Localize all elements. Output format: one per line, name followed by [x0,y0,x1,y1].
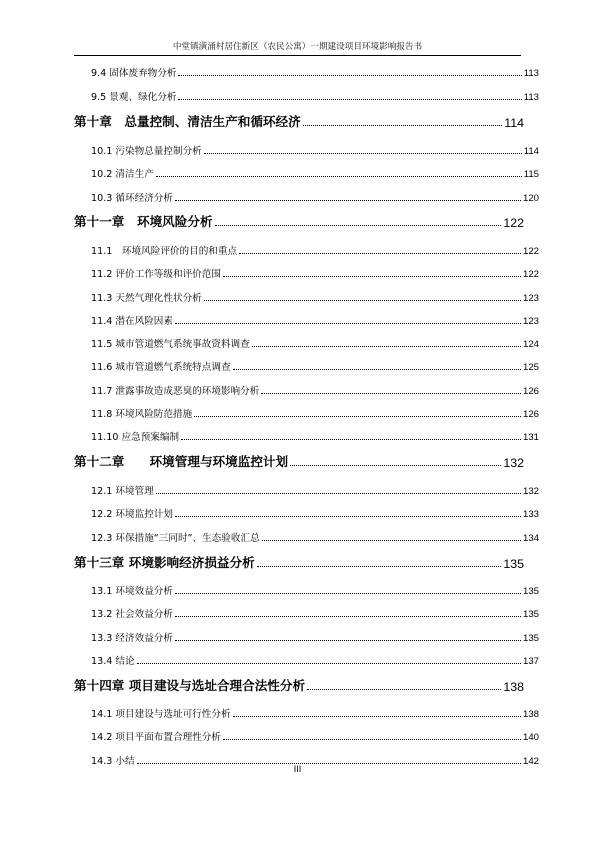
toc-entry-title: 11.3 天然气理化性状分析 [91,293,202,304]
dot-leader [156,176,522,177]
toc-entry-title: 11.5 城市管道燃气系统事故资料调查 [91,339,250,350]
dot-leader [175,616,521,617]
toc-section-entry[interactable] [91,166,539,180]
toc-page-number: 131 [522,432,539,443]
dot-leader [252,346,521,347]
toc-entry-title: 11.8 环境风险防范措施 [91,409,193,420]
toc-page-number: 135 [503,557,524,571]
toc-entry-title: 11.1 环境风险评价的目的和重点 [91,246,238,257]
dot-leader [233,716,521,717]
toc-section-entry[interactable] [91,290,539,304]
toc-entry-title: 11.7 泄露事故造成恶臭的环境影响分析 [91,386,260,397]
toc-section-entry[interactable] [91,336,539,350]
toc-entry-title: 11.4 潜在风险因素 [91,316,173,327]
toc-page-number: 113 [523,92,539,103]
toc-page-number: 135 [522,609,539,620]
toc-page-number: 135 [522,586,539,597]
dot-leader [178,99,521,100]
toc-section-entry[interactable] [91,729,539,743]
dot-leader [233,369,521,370]
toc-section-entry[interactable] [91,583,539,597]
dot-leader [261,393,521,394]
toc-page-number: 122 [522,246,539,257]
toc-entry-title: 12.2 环境监控计划 [91,509,173,520]
dot-leader [178,75,521,76]
toc-section-entry[interactable] [91,266,539,280]
toc-section-entry[interactable] [91,243,539,257]
dot-leader [290,465,501,466]
toc-page-number: 123 [522,293,539,304]
page-number: III [293,764,302,774]
toc-entry-title: 13.4 结论 [91,656,135,667]
toc-chapter-entry[interactable] [74,676,524,694]
toc-section-entry[interactable] [91,653,539,667]
toc-entry-title: 第十章 总量控制、清洁生产和循环经济 [74,114,301,129]
toc-entry-title: 9.4 固体废弃物分析 [91,68,177,79]
running-header: 中堂镇潢涌村居住新区（农民公寓）一期建设项目环境影响报告书 [172,42,423,52]
toc-entry-title: 11.10 应急预案编制 [91,432,180,443]
toc-section-entry[interactable] [91,429,539,443]
toc-page-number: 120 [522,193,539,204]
dot-leader [137,663,521,664]
toc-page-number: 132 [503,456,524,470]
toc-section-entry[interactable] [91,406,539,420]
dot-leader [175,323,521,324]
toc-section-entry[interactable] [91,483,539,497]
toc-chapter-entry[interactable] [74,212,524,230]
toc-entry-title: 第十四章 项目建设与选址合理合法性分析 [74,678,306,693]
toc-entry-title: 第十一章 环境风险分析 [74,214,213,229]
toc-entry-title: 第十二章 环境管理与环境监控计划 [74,454,289,469]
header-divider [74,55,521,56]
toc-page-number: 124 [522,339,539,350]
dot-leader [215,225,502,226]
toc-page-number: 114 [523,146,539,157]
toc-page-number: 142 [522,756,539,767]
toc-section-entry[interactable] [91,143,539,157]
toc-entry-title: 11.2 评价工作等级和评价范围 [91,269,221,280]
toc-entry-title: 9.5 景观、绿化分析 [91,92,177,103]
toc-entry-title: 11.6 城市管道燃气系统特点调查 [91,362,231,373]
toc-section-entry[interactable] [91,65,539,79]
toc-entry-title: 12.1 环境管理 [91,486,154,497]
dot-leader [204,300,521,301]
dot-leader [239,253,521,254]
dot-leader [303,125,503,126]
toc-section-entry[interactable] [91,383,539,397]
toc-chapter-entry[interactable] [74,553,524,571]
toc-entry-title: 13.3 经济效益分析 [91,633,173,644]
toc-page-number: 133 [522,509,539,520]
dot-leader [156,493,521,494]
toc-section-entry[interactable] [91,530,539,544]
dot-leader [194,416,521,417]
toc-entry-title: 14.3 小结 [91,756,135,767]
dot-leader [175,640,521,641]
dot-leader [307,689,501,690]
toc-entry-title: 13.2 社会效益分析 [91,609,173,620]
toc-section-entry[interactable] [91,313,539,327]
toc-entry-title: 10.2 清洁生产 [91,169,154,180]
toc-page-number: 122 [522,269,539,280]
dot-leader [181,439,521,440]
toc-page-number: 125 [522,362,539,373]
dot-leader [223,276,521,277]
toc-page-number: 114 [504,116,524,130]
toc-page-number: 137 [522,656,539,667]
toc-section-entry[interactable] [91,606,539,620]
dot-leader [262,540,521,541]
toc-page-number: 138 [503,680,524,694]
toc-page-number: 138 [522,709,539,720]
toc-section-entry[interactable] [91,506,539,520]
toc-page-number: 126 [522,409,539,420]
toc-page-number: 113 [523,68,539,79]
toc-section-entry[interactable] [91,359,539,373]
toc-page-number: 122 [503,216,524,230]
toc-chapter-entry[interactable] [74,452,524,470]
toc-page-number: 135 [522,633,539,644]
toc-page-number: 140 [522,732,539,743]
dot-leader [175,516,521,517]
toc-section-entry[interactable] [91,190,539,204]
toc-section-entry[interactable] [91,89,539,103]
toc-section-entry[interactable] [91,706,539,720]
toc-chapter-entry[interactable] [74,112,524,130]
toc-entry-title: 10.3 循环经济分析 [91,193,173,204]
toc-page-number: 134 [522,533,539,544]
dot-leader [223,739,521,740]
toc-entry-title: 12.3 环保措施“三同时”、生态验收汇总 [91,533,260,544]
toc-page-number: 126 [522,386,539,397]
toc-entry-title: 10.1 污染物总量控制分析 [91,146,202,157]
dot-leader [175,200,521,201]
toc-entry-title: 14.2 项目平面布置合理性分析 [91,732,221,743]
toc-entry-title: 第十三章 环境影响经济损益分析 [74,555,255,570]
toc-page-number: 115 [523,169,539,180]
toc-entry-title: 13.1 环境效益分析 [91,586,173,597]
dot-leader [175,593,521,594]
toc-page-number: 132 [522,486,539,497]
toc-entry-title: 14.1 项目建设与选址可行性分析 [91,709,231,720]
dot-leader [204,153,522,154]
dot-leader [257,566,502,567]
toc-page-number: 123 [522,316,539,327]
toc-section-entry[interactable] [91,630,539,644]
